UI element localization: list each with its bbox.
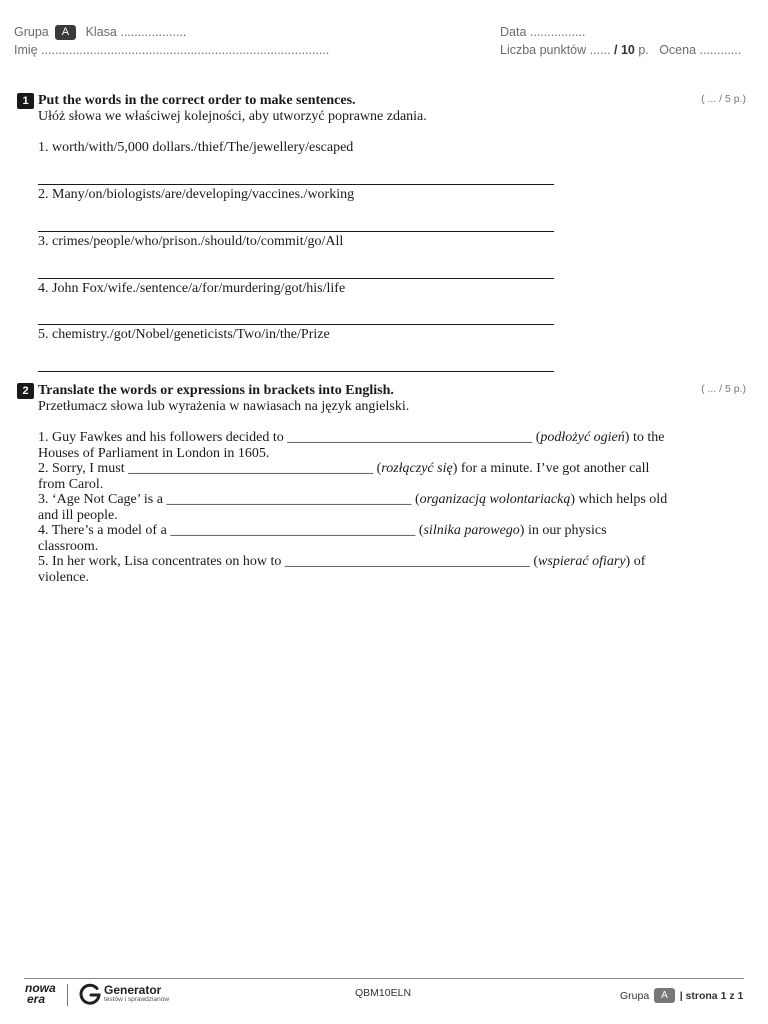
sentence-prompt: 2. Many/on/biologists/are/developing/vaccines./working bbox=[38, 187, 355, 202]
sentence-prompt: 5. chemistry./got/Nobel/geneticists/Two/in/the/Prize bbox=[38, 327, 330, 342]
answer-line[interactable] bbox=[38, 324, 554, 325]
polish-hint: wspierać ofiary bbox=[538, 554, 626, 569]
data-field: ................ bbox=[529, 25, 586, 39]
polish-hint: silnika parowego bbox=[423, 523, 520, 538]
answer-line[interactable] bbox=[38, 278, 554, 279]
translation-item: 1. Guy Fawkes and his followers decided to ___________________________________ (podłożyć ogień) to the Houses of Parliament in London in 1605. bbox=[38, 430, 665, 461]
task-title: Translate the words or expressions in brackets into English. bbox=[38, 383, 394, 398]
blank-field[interactable]: ___________________________________ bbox=[166, 492, 412, 507]
blank-field[interactable]: ___________________________________ bbox=[287, 430, 533, 445]
generator-subtitle: testów i sprawdzianów bbox=[104, 996, 170, 1003]
blank-field[interactable]: ___________________________________ bbox=[284, 554, 530, 569]
page-number: | strona 1 z 1 bbox=[679, 990, 744, 1002]
translation-items bbox=[38, 430, 670, 585]
header-imie bbox=[14, 43, 329, 57]
task-subtitle: Ułóż słowa we właściwej kolejności, aby utworzyć poprawne zdania. bbox=[38, 109, 427, 124]
imie-label: Imię bbox=[14, 43, 38, 57]
task-points: ( ... / 5 p.) bbox=[701, 93, 746, 105]
ocena-label: Ocena bbox=[659, 43, 697, 57]
footer-grupa-label: Grupa bbox=[620, 990, 650, 1002]
nowa-era-logo: nowa era bbox=[25, 981, 56, 1006]
header-grupa-klasa bbox=[14, 25, 186, 40]
answer-line[interactable] bbox=[38, 371, 554, 372]
sentence-prompt: 4. John Fox/wife./sentence/a/for/murdering/got/his/life bbox=[38, 281, 346, 296]
answer-line[interactable] bbox=[38, 231, 554, 232]
task-subtitle: Przetłumacz słowa lub wyrażenia w nawiasach na język angielski. bbox=[38, 399, 410, 414]
punkty-sep: / bbox=[613, 43, 618, 57]
header-data bbox=[500, 25, 585, 39]
answer-line[interactable] bbox=[38, 184, 554, 185]
punkty-label: Liczba punktów bbox=[500, 43, 587, 57]
generator-title: Generator bbox=[104, 983, 162, 997]
translation-item: 3. ‘Age Not Cage’ is a ___________________________________ (organizacją wolontariacką) which helps old and ill people. bbox=[38, 492, 668, 523]
klasa-label: Klasa bbox=[85, 25, 117, 39]
data-label: Data bbox=[500, 25, 527, 39]
footer-grupa-badge: A bbox=[654, 988, 675, 1003]
ocena-field: ............ bbox=[699, 43, 742, 57]
task-2 bbox=[17, 383, 747, 593]
punkty-unit: p. bbox=[638, 43, 649, 57]
translation-item: 4. There’s a model of a ___________________________________ (silnika parowego) in our physics classroom. bbox=[38, 523, 607, 554]
polish-hint: podłożyć ogień bbox=[540, 430, 625, 445]
footer-page-info bbox=[620, 988, 743, 1003]
task-number-badge: 1 bbox=[17, 93, 34, 109]
punkty-field: ...... bbox=[589, 43, 611, 57]
generator-g-icon bbox=[78, 982, 102, 1006]
document-code: QBM10ELN bbox=[355, 987, 412, 999]
sentence-prompt: 3. crimes/people/who/prison./should/to/commit/go/All bbox=[38, 234, 344, 249]
translation-item: 5. In her work, Lisa concentrates on how to ___________________________________ (wspierać ofiary) of violence. bbox=[38, 554, 646, 585]
grupa-label: Grupa bbox=[14, 25, 49, 39]
polish-hint: organizacją wolontariacką bbox=[419, 492, 571, 507]
sentence-prompt: 1. worth/with/5,000 dollars./thief/The/jewellery/escaped bbox=[38, 140, 354, 155]
blank-field[interactable]: ___________________________________ bbox=[128, 461, 374, 476]
logo-separator bbox=[67, 984, 68, 1006]
klasa-field: ................... bbox=[120, 25, 187, 39]
task-number-badge: 2 bbox=[17, 383, 34, 399]
polish-hint: rozłączyć się bbox=[381, 461, 453, 476]
punkty-max: 10 bbox=[620, 43, 635, 57]
task-points: ( ... / 5 p.) bbox=[701, 383, 746, 395]
footer-divider bbox=[24, 978, 744, 979]
task-title: Put the words in the correct order to make sentences. bbox=[38, 93, 356, 108]
translation-item: 2. Sorry, I must ___________________________________ (rozłączyć się) for a minute. I’ve got another call from Carol. bbox=[38, 461, 650, 492]
header-points-grade bbox=[500, 43, 741, 57]
grupa-badge: A bbox=[55, 25, 76, 40]
imie-field: ................................................................................... bbox=[41, 43, 330, 57]
blank-field[interactable]: ___________________________________ bbox=[170, 523, 416, 538]
task-1 bbox=[17, 93, 747, 378]
